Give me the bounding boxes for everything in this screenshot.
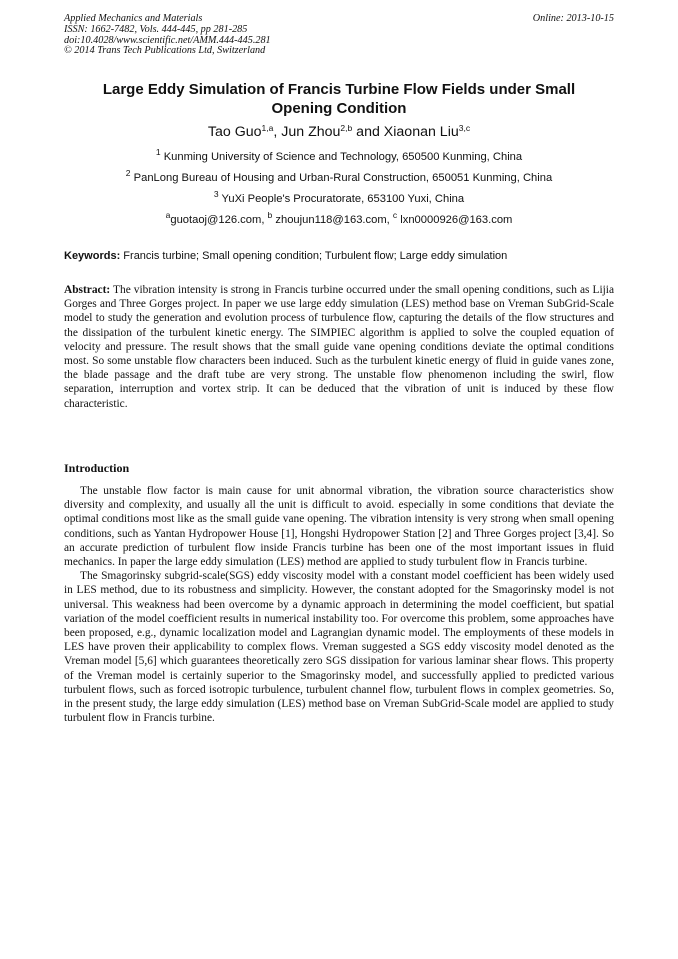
keywords xyxy=(64,249,614,263)
affiliation-text: Kunming University of Science and Technology, 650500 Kunming, China xyxy=(160,151,523,163)
affiliation-2 xyxy=(64,168,614,185)
affiliation-sup: 2 xyxy=(125,168,131,178)
author-sup: 2,b xyxy=(340,123,353,133)
affiliation-text: YuXi People's Procuratorate, 653100 Yuxi, China xyxy=(218,193,465,205)
keywords-label: Keywords: xyxy=(64,250,121,262)
author-name: Xiaonan Liu xyxy=(383,124,459,140)
author-name: Jun Zhou xyxy=(281,124,341,140)
keywords-text: Francis turbine; Small opening condition; Turbulent flow; Large eddy simulation xyxy=(120,250,508,262)
copyright-line: © 2014 Trans Tech Publications Ltd, Switzerland xyxy=(64,45,266,57)
email-text: lxn0000926@163.com xyxy=(397,214,513,226)
affiliation-sup: 1 xyxy=(155,147,161,157)
email-sup: a xyxy=(165,210,171,220)
email-sup: b xyxy=(267,210,273,220)
author-sup: 1,a xyxy=(261,123,274,133)
author-list xyxy=(64,123,614,141)
abstract-text: The vibration intensity is strong in Francis turbine occurred under the small opening conditions, such as Lijia Gorges and Three Gorges project. In paper we use large eddy simulation (LES) method base on Vreman SubGrid-Scale model to study the generation and evolution process of turbulence flow, capturing the details of the flow structures and the dissipation of the turbulent kinetic energy. The SIMPIEC algorithm is applied to solve the coupled equation of velocity and pressure. The result shows that the small guide vane opening conditions deviate the optimal conditions most. So some unstable flow characters been induced. Such as the turbulent kinetic energy of fluid in guide vanes zone, the blade passage and the draft tube are very strong. The unstable flow phenomenon including the swirl, flow separation, interruption and vortex strip. It can be deduced that the vibration of unit is induced by these flow characteristic. xyxy=(64,284,614,410)
affiliation-1 xyxy=(64,147,614,164)
online-date: Online: 2013-10-15 xyxy=(532,13,614,24)
author-name: Tao Guo xyxy=(207,124,262,140)
abstract xyxy=(64,283,614,411)
intro-paragraph: The Smagorinsky subgrid-scale(SGS) eddy viscosity model with a constant model coefficient has been widely used in LES method, due to its robustness and simplicity. However, the constant adopted for the Smagorinsky model is not universal. This weakness had been overcome by a dynamic approach in determining the model coefficient, but spatial variation of the model coefficient results in numerical instability too. For overcome this problem, some approaches have been proposed, e.g., dynamic localization model and Lagrangian dynamic model. The employments of these models in LES have proven their applicability to complex flows. Vreman suggested a SGS eddy viscosity model denoted as the Vreman model [5,6] which guarantees theoretically zero SGS dissipation for various laminar shear flows. This property of the Vreman model is certainly superior to the Smagorinsky model, and successfully applied to predicted various turbulent flows, such as forced isotropic turbulence, turbulent channel flow, turbulent flows in complex geometries. So, in the present study, the large eddy simulation (LES) method base on Vreman SubGrid-Scale model are applied to study turbulent flow in Francis turbine. xyxy=(64,570,614,725)
affiliation-text: PanLong Bureau of Housing and Urban-Rural Construction, 650051 Kunming, China xyxy=(130,172,553,184)
email-text: guotaoj@126.com, xyxy=(170,214,268,226)
author-sep: and xyxy=(352,124,384,140)
affiliation-3 xyxy=(64,189,614,206)
abstract-paragraph xyxy=(64,283,614,411)
email-line xyxy=(64,210,614,227)
journal-name: Applied Mechanics and Materials xyxy=(64,13,203,24)
doi-line: doi:10.4028/www.scientific.net/AMM.444-445.281 xyxy=(64,34,271,46)
author-sup: 3,c xyxy=(458,123,471,133)
intro-paragraph: The unstable flow factor is main cause for unit abnormal vibration, the vibration source characteristics show diversity and complexity, and usually all the unit is difficult to avoid. especially in some conditions that deviate the optimal conditions most like as the small guide vane opening. The vibration intensity is very strong when small opening conditions, such as Yantan Hydropower House [1], Hongshi Hydropower Station [2] and Three Gorges project [3,4]. So an accurate prediction of turbulent flow inside Francis turbine has been one of the most important issues in fluid mechanics. In paper the large eddy simulation (LES) method are applied to study turbulent flow in Francis turbine. xyxy=(64,485,614,569)
author-sep: , xyxy=(273,124,282,140)
email-sup: c xyxy=(392,210,398,220)
affiliation-sup: 3 xyxy=(213,189,219,199)
introduction-heading: Introduction xyxy=(64,461,130,475)
paper-title: Large Eddy Simulation of Francis Turbine Flow Fields under Small Opening Condition xyxy=(102,81,576,117)
issn-line: ISSN: 1662-7482, Vols. 444-445, pp 281-285 xyxy=(64,23,248,35)
abstract-label: Abstract: xyxy=(64,284,111,296)
email-text: zhoujun118@163.com, xyxy=(272,214,393,226)
introduction-body xyxy=(64,484,614,725)
